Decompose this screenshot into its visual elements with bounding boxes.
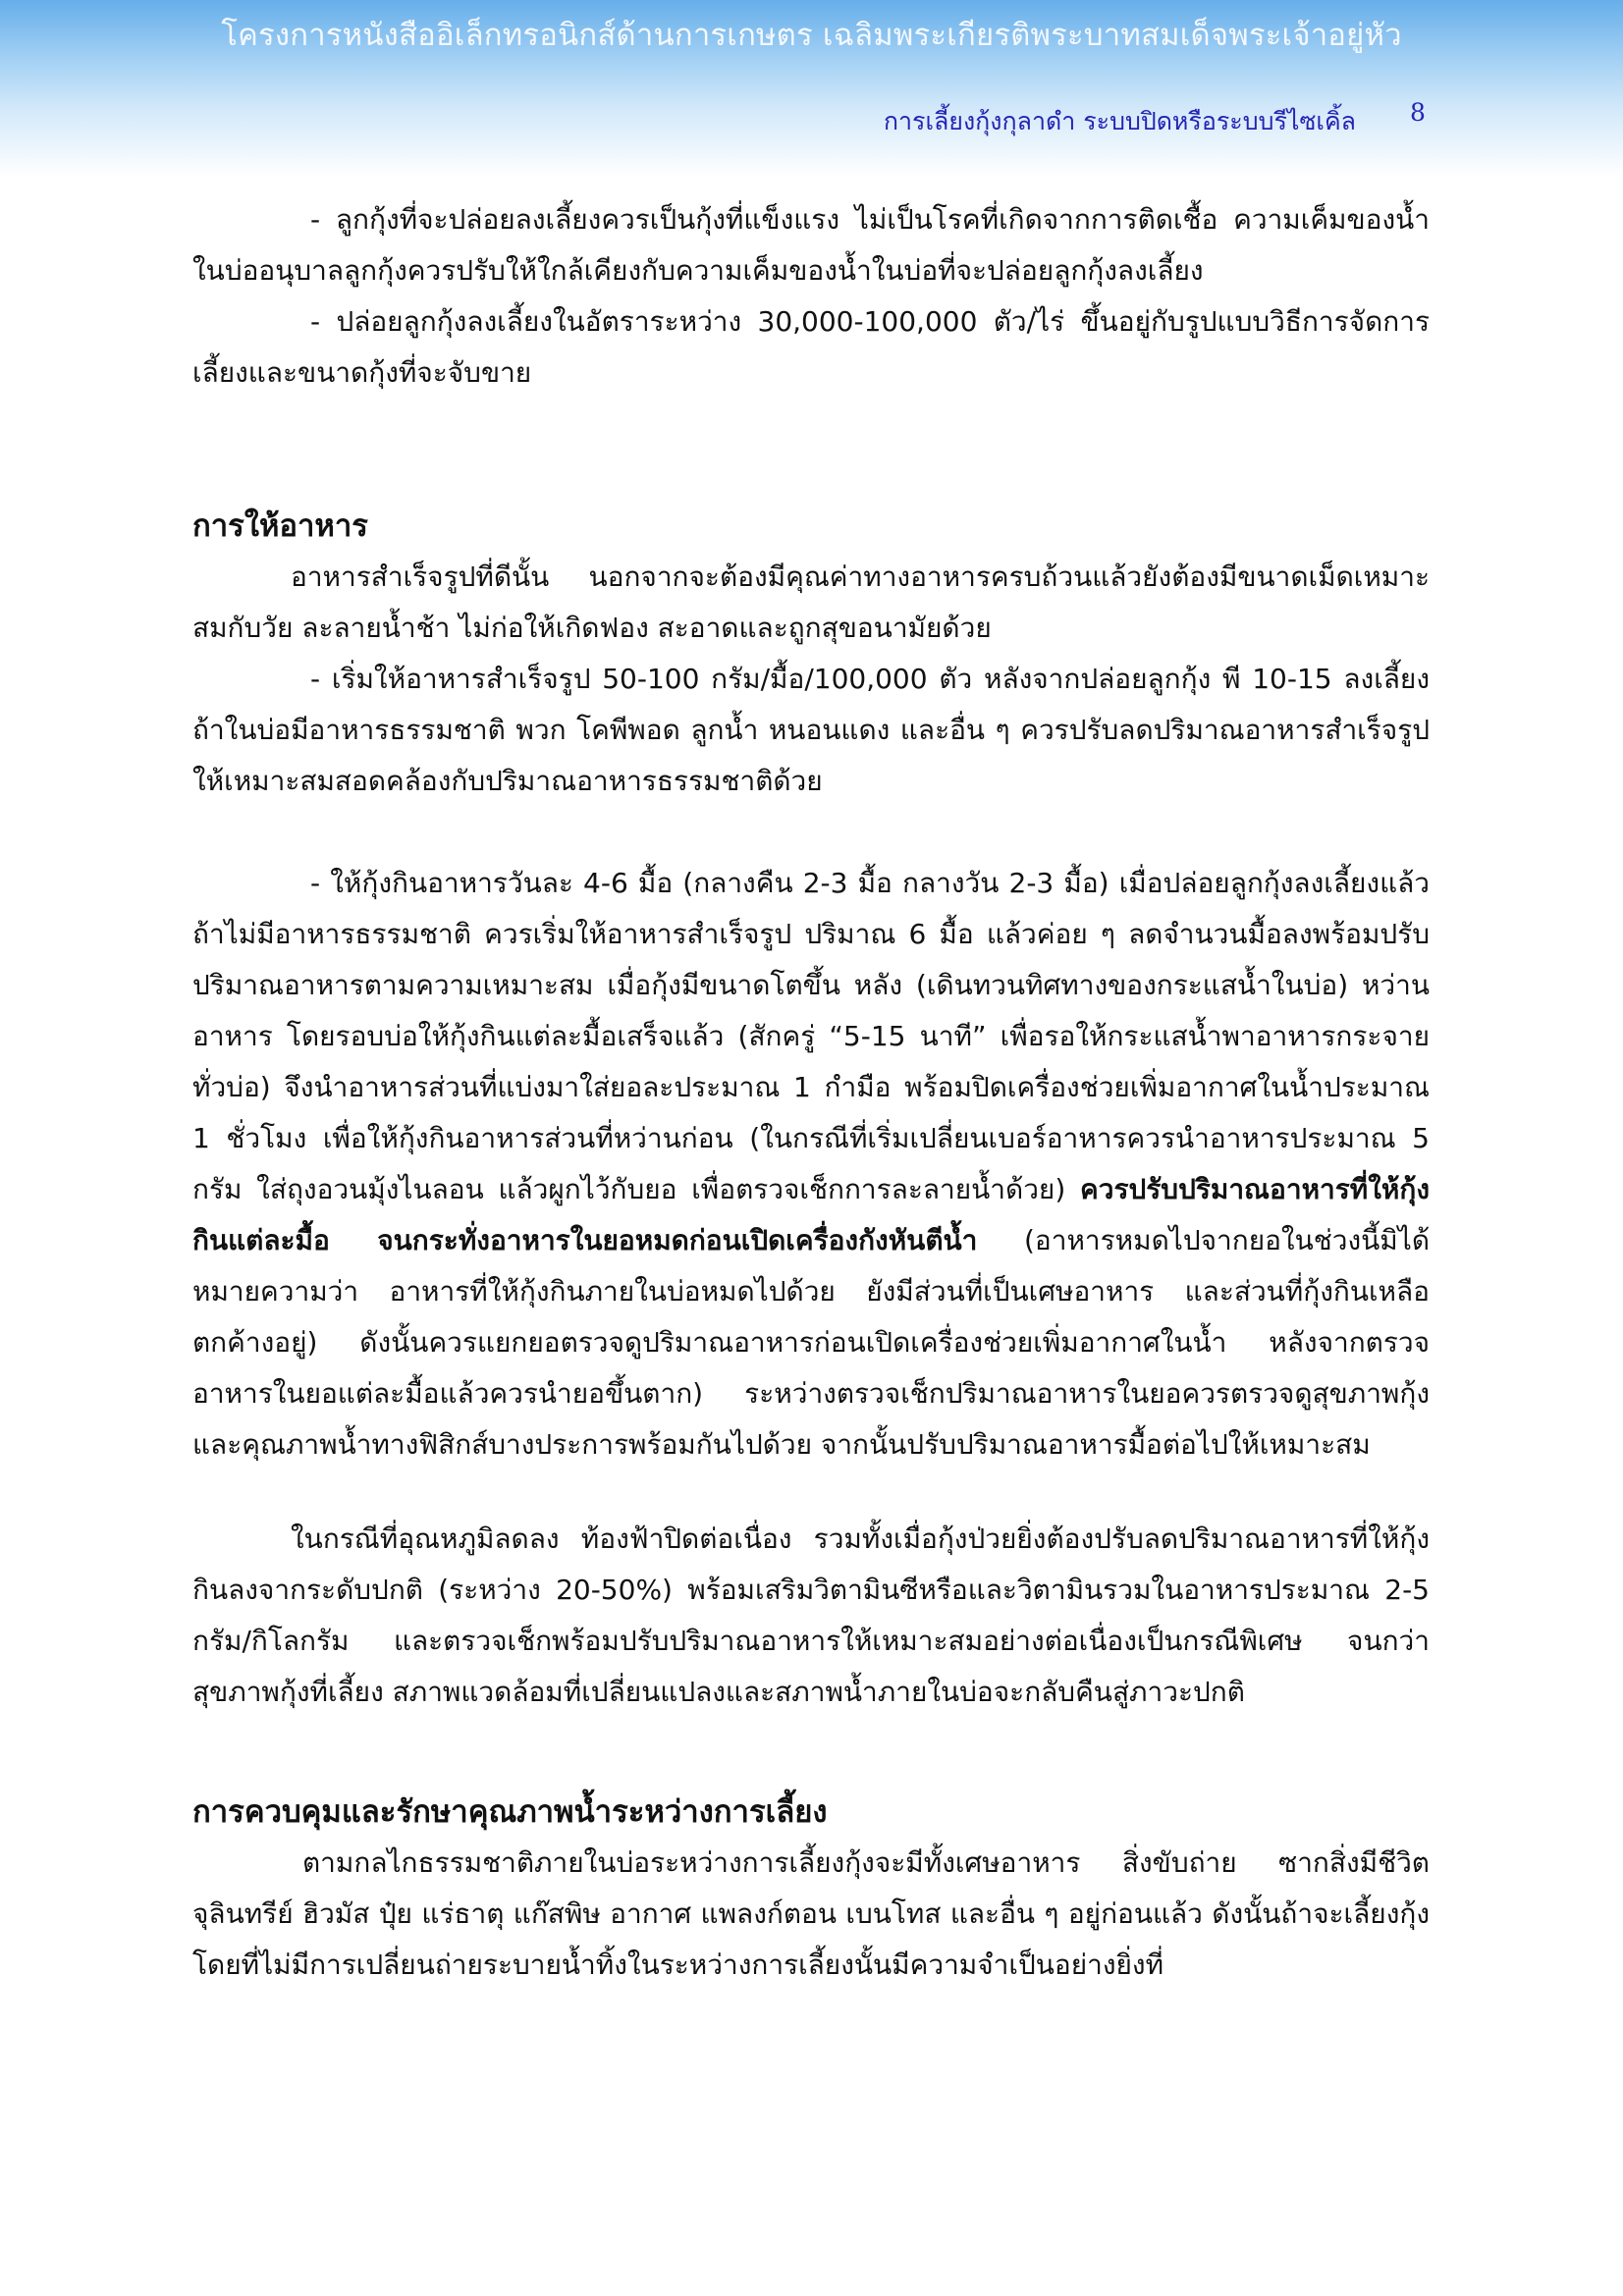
section-heading-water-quality: การควบคุมและรักษาคุณภาพน้ำระหว่างการเลี้ยง <box>192 1794 828 1830</box>
page-number: 8 <box>1410 98 1426 127</box>
paragraph-stocking-density: - ปล่อยลูกกุ้งลงเลี้ยงในอัตราระหว่าง 30,000-100,000 ตัว/ไร่ ขึ้นอยู่กับรูปแบบวิธีการจัดการเลี้ยงและขนาดกุ้งที่จะจับขาย <box>192 305 1430 389</box>
paragraph-feed-quality: อาหารสำเร็จรูปที่ดีนั้น นอกจากจะต้องมีคุณค่าทางอาหารครบถ้วนแล้วยังต้องมีขนาดเม็ดเหมาะสมกับวัย ละลายน้ำช้า ไม่ก่อให้เกิดฟอง สะอาดและถูกสุขอนามัยด้วย <box>192 561 1430 644</box>
feeding-schedule-emphasis: ควรปรับปริมาณอาหารที่ให้กุ้งกินแต่ละมื้อ จนกระทั่งอาหารในยอหมดก่อนเปิดเครื่องกังหันตีน้ำ <box>192 1173 1430 1256</box>
document-title: การเลี้ยงกุ้งกุลาดำ ระบบปิดหรือระบบรีไซเคิ้ล <box>883 107 1356 135</box>
feeding-schedule-text-continued: (อาหารหมดไปจากยอในช่วงนี้มิได้หมายความว่า อาหารที่ให้กุ้งกินภายในบ่อหมดไปด้วย ยังมีส่วนที่เป็นเศษอาหาร และส่วนที่กุ้งกินเหลือตกค้างอยู่) ดังนั้นควรแยกยอตรวจดูปริมาณอาหารก่อนเปิดเครื่องช่วยเพิ่มอากาศในน้ำ หลังจากตรวจอาหารในยอแต่ละมื้อแล้วควรนำยอขึ้นตาก) ระหว่างตรวจเช็กปริมาณอาหารในยอควรตรวจดูสุขภาพกุ้งและคุณภาพน้ำทางฟิสิกส์บางประการพร้อมกันไปด้วย จากนั้นปรับปริมาณอาหารมื้อต่อไปให้เหมาะสม <box>192 1224 1430 1461</box>
paragraph-feeding-schedule <box>192 858 1430 1470</box>
paragraph-feed-adjustment: ในกรณีที่อุณหภูมิลดลง ท้องฟ้าปิดต่อเนื่อง รวมทั้งเมื่อกุ้งป่วยยิ่งต้องปรับลดปริมาณอาหารที่ให้กุ้งกินลงจากระดับปกติ (ระหว่าง 20-50%) พร้อมเสริมวิตามินซีหรือและวิตามินรวมในอาหารประมาณ 2-5 กรัม/กิโลกรัม และตรวจเช็กพร้อมปรับปริมาณอาหารให้เหมาะสมอย่างต่อเนื่องเป็นกรณีพิเศษ จนกว่าสุขภาพกุ้งที่เลี้ยง สภาพแวดล้อมที่เปลี่ยนแปลงและสภาพน้ำภายในบ่อจะกลับคืนสู่ภาวะปกติ <box>192 1522 1430 1708</box>
project-title: โครงการหนังสืออิเล็กทรอนิกส์ด้านการเกษตร เฉลิมพระเกียรติพระบาทสมเด็จพระเจ้าอยู่หัว <box>221 18 1402 53</box>
page-body <box>192 194 1430 1991</box>
section-heading-feeding: การให้อาหาร <box>192 508 368 544</box>
paragraph-feed-start: - เริ่มให้อาหารสำเร็จรูป 50-100 กรัม/มื้อ/100,000 ตัว หลังจากปล่อยลูกกุ้ง พี 10-15 ลงเลี้ยง ถ้าในบ่อมีอาหารธรรมชาติ พวก โคพีพอด ลูกน้ำ หนอนแดง และอื่น ๆ ควรปรับลดปริมาณอาหารสำเร็จรูปให้เหมาะสมสอดคล้องกับปริมาณอาหารธรรมชาติด้วย <box>192 663 1430 797</box>
paragraph-fry-quality: - ลูกกุ้งที่จะปล่อยลงเลี้ยงควรเป็นกุ้งที่แข็งแรง ไม่เป็นโรคที่เกิดจากการติดเชื้อ ความเค็มของน้ำในบ่ออนุบาลลูกกุ้งควรปรับให้ใกล้เคียงกับความเค็มของน้ำในบ่อที่จะปล่อยลูกกุ้งลงเลี้ยง <box>192 203 1430 287</box>
paragraph-water-quality: ตามกลไกธรรมชาติภายในบ่อระหว่างการเลี้ยงกุ้งจะมีทั้งเศษอาหาร สิ่งขับถ่าย ซากสิ่งมีชีวิต จุลินทรีย์ ฮิวมัส ปุ๋ย แร่ธาตุ แก๊สพิษ อากาศ แพลงก์ตอน เบนโทส และอื่น ๆ อยู่ก่อนแล้ว ดังนั้นถ้าจะเลี้ยงกุ้งโดยที่ไม่มีการเปลี่ยนถ่ายระบายน้ำทิ้งในระหว่างการเลี้ยงนั้นมีความจำเป็นอย่างยิ่งที่ <box>192 1846 1430 1981</box>
feeding-schedule-text: - ให้กุ้งกินอาหารวันละ 4-6 มื้อ (กลางคืน 2-3 มื้อ กลางวัน 2-3 มื้อ) เมื่อปล่อยลูกกุ้งลงเลี้ยงแล้ว ถ้าไม่มีอาหารธรรมชาติ ควรเริ่มให้อาหารสำเร็จรูป ปริมาณ 6 มื้อ แล้วค่อย ๆ ลดจำนวนมื้อลงพร้อมปรับปริมาณอาหารตามความเหมาะสม เมื่อกุ้งมีขนาดโตขึ้น หลัง (เดินทวนทิศทางของกระแสน้ำในบ่อ) หว่านอาหาร โดยรอบบ่อให้กุ้งกินแต่ละมื้อเสร็จแล้ว (สักครู่ “5-15 นาที” เพื่อรอให้กระแสน้ำพาอาหารกระจายทั่วบ่อ) จึงนำอาหารส่วนที่แบ่งมาใส่ยอละประมาณ 1 กำมือ พร้อมปิดเครื่องช่วยเพิ่มอากาศในน้ำประมาณ 1 ชั่วโมง เพื่อให้กุ้งกินอาหารส่วนที่หว่านก่อน (ในกรณีที่เริ่มเปลี่ยนเบอร์อาหารควรนำอาหารประมาณ 5 กรัม ใส่ถุงอวนมุ้งไนลอน แล้วผูกไว้กับยอ เพื่อตรวจเช็กการละลายน้ำด้วย) <box>192 867 1430 1205</box>
